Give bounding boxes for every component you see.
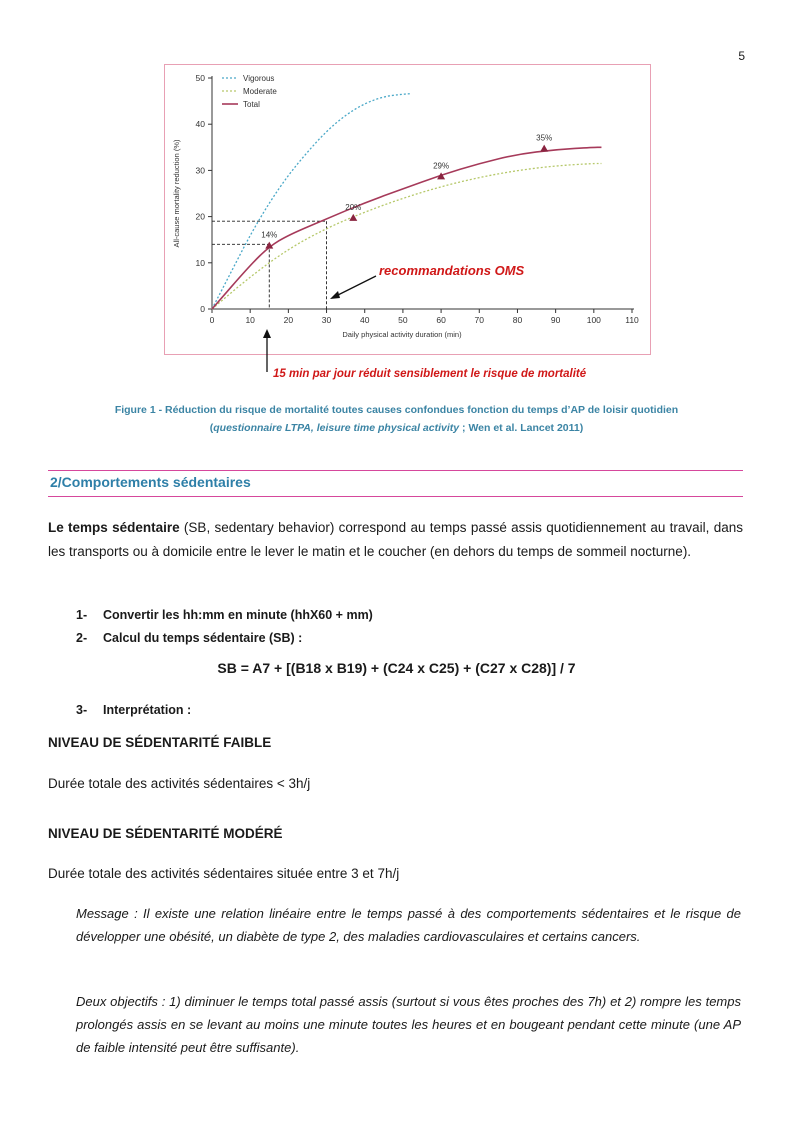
data-marker <box>349 214 357 221</box>
section-title: 2/Comportements sédentaires <box>50 474 251 490</box>
objectives-paragraph: Deux objectifs : 1) diminuer le temps total passé assis (surtout si vous êtes proches des 7h) et 2) rompre les temps prolongés assis en se levant au moins une minute toutes les heures et en bougeant pendant cette minute (une AP de faible intensité peut être suffisante). <box>76 994 741 1055</box>
legend-label: Vigorous <box>243 74 275 83</box>
data-marker <box>540 145 548 152</box>
x-tick-label: 30 <box>321 315 332 325</box>
caption-italic: questionnaire LTPA, leisure time physical activity <box>213 422 460 434</box>
legend-label: Total <box>243 100 260 109</box>
data-marker-label: 20% <box>345 202 362 212</box>
y-tick-label: 30 <box>195 165 205 176</box>
annotation-oms: recommandations OMS <box>379 263 525 278</box>
x-tick-label: 70 <box>474 315 485 325</box>
step-number: 1- <box>76 608 88 622</box>
intro-paragraph <box>48 516 743 563</box>
x-tick-label: 100 <box>586 315 601 325</box>
series-line-total <box>212 147 601 309</box>
legend-label: Moderate <box>243 87 277 96</box>
x-tick-label: 40 <box>359 315 370 325</box>
intro-rest: (SB, sedentary behavior) correspond au temps passé assis quotidiennement au travail, dans les transports ou à domicile entre le lever le matin et le coucher (en dehors du temps de sommeil nocturne). <box>48 520 743 559</box>
data-marker-label: 14% <box>261 230 278 240</box>
x-tick-label: 60 <box>436 315 446 325</box>
figure-caption-line2 <box>48 420 745 436</box>
x-tick-label: 110 <box>625 315 639 325</box>
y-axis-label: All-cause mortality reduction (%) <box>172 139 181 248</box>
annotation-15min: 15 min par jour réduit sensiblement le risque de mortalité <box>273 368 587 380</box>
x-axis-label: Daily physical activity duration (min) <box>342 330 462 339</box>
y-tick-label: 10 <box>195 257 205 268</box>
figure-chart <box>164 64 651 355</box>
step-item <box>76 703 191 717</box>
level-heading-low: NIVEAU DE SÉDENTARITÉ FAIBLE <box>48 735 272 750</box>
y-tick-label: 40 <box>195 119 205 130</box>
step-text: Calcul du temps sédentaire (SB) : <box>103 631 303 645</box>
y-tick-label: 20 <box>195 211 205 222</box>
y-tick-label: 0 <box>200 304 205 314</box>
caption-rest: ; Wen et al. Lancet 2011) <box>459 422 584 434</box>
mortality-chart <box>165 65 652 356</box>
y-tick-label: 50 <box>195 73 205 83</box>
data-marker-label: 35% <box>536 133 553 143</box>
x-tick-label: 10 <box>245 315 255 325</box>
sb-formula: SB = A7 + [(B18 x B19) + (C24 x C25) + (C27 x C28)] / 7 <box>217 660 576 676</box>
level-text-moderate: Durée totale des activités sédentaires située entre 3 et 7h/j <box>48 866 400 881</box>
data-marker-label: 29% <box>433 161 450 171</box>
section-rule-top <box>48 470 743 471</box>
step-item <box>76 608 373 622</box>
level-text-low: Durée totale des activités sédentaires < 3h/j <box>48 776 311 791</box>
intro-bold: Le temps sédentaire <box>48 520 180 535</box>
x-tick-label: 80 <box>512 315 523 325</box>
step-number: 3- <box>76 703 88 717</box>
x-tick-label: 50 <box>398 315 408 325</box>
section-rule-bottom <box>48 496 743 497</box>
step-item <box>76 631 302 645</box>
figure-caption-line1: Figure 1 - Réduction du risque de mortalité toutes causes confondues fonction du temps d’AP de loisir quotidien <box>114 404 679 416</box>
step-text: Convertir les hh:mm en minute (hhX60 + mm) <box>103 608 373 622</box>
message-paragraph: Message : Il existe une relation linéaire entre le temps passé à des comportements sédentaires et le risque de développer une obésité, un diabète de type 2, des maladies cardiovasculaires et certains cancers. <box>76 906 741 944</box>
caption-open: ( <box>209 422 214 434</box>
x-tick-label: 0 <box>209 315 215 325</box>
step-text: Interprétation : <box>103 703 192 717</box>
x-tick-label: 20 <box>283 315 294 325</box>
x-tick-label: 90 <box>550 315 561 325</box>
step-number: 2- <box>76 631 88 645</box>
page-number: 5 <box>738 49 745 63</box>
level-heading-moderate: NIVEAU DE SÉDENTARITÉ MODÉRÉ <box>48 826 283 841</box>
